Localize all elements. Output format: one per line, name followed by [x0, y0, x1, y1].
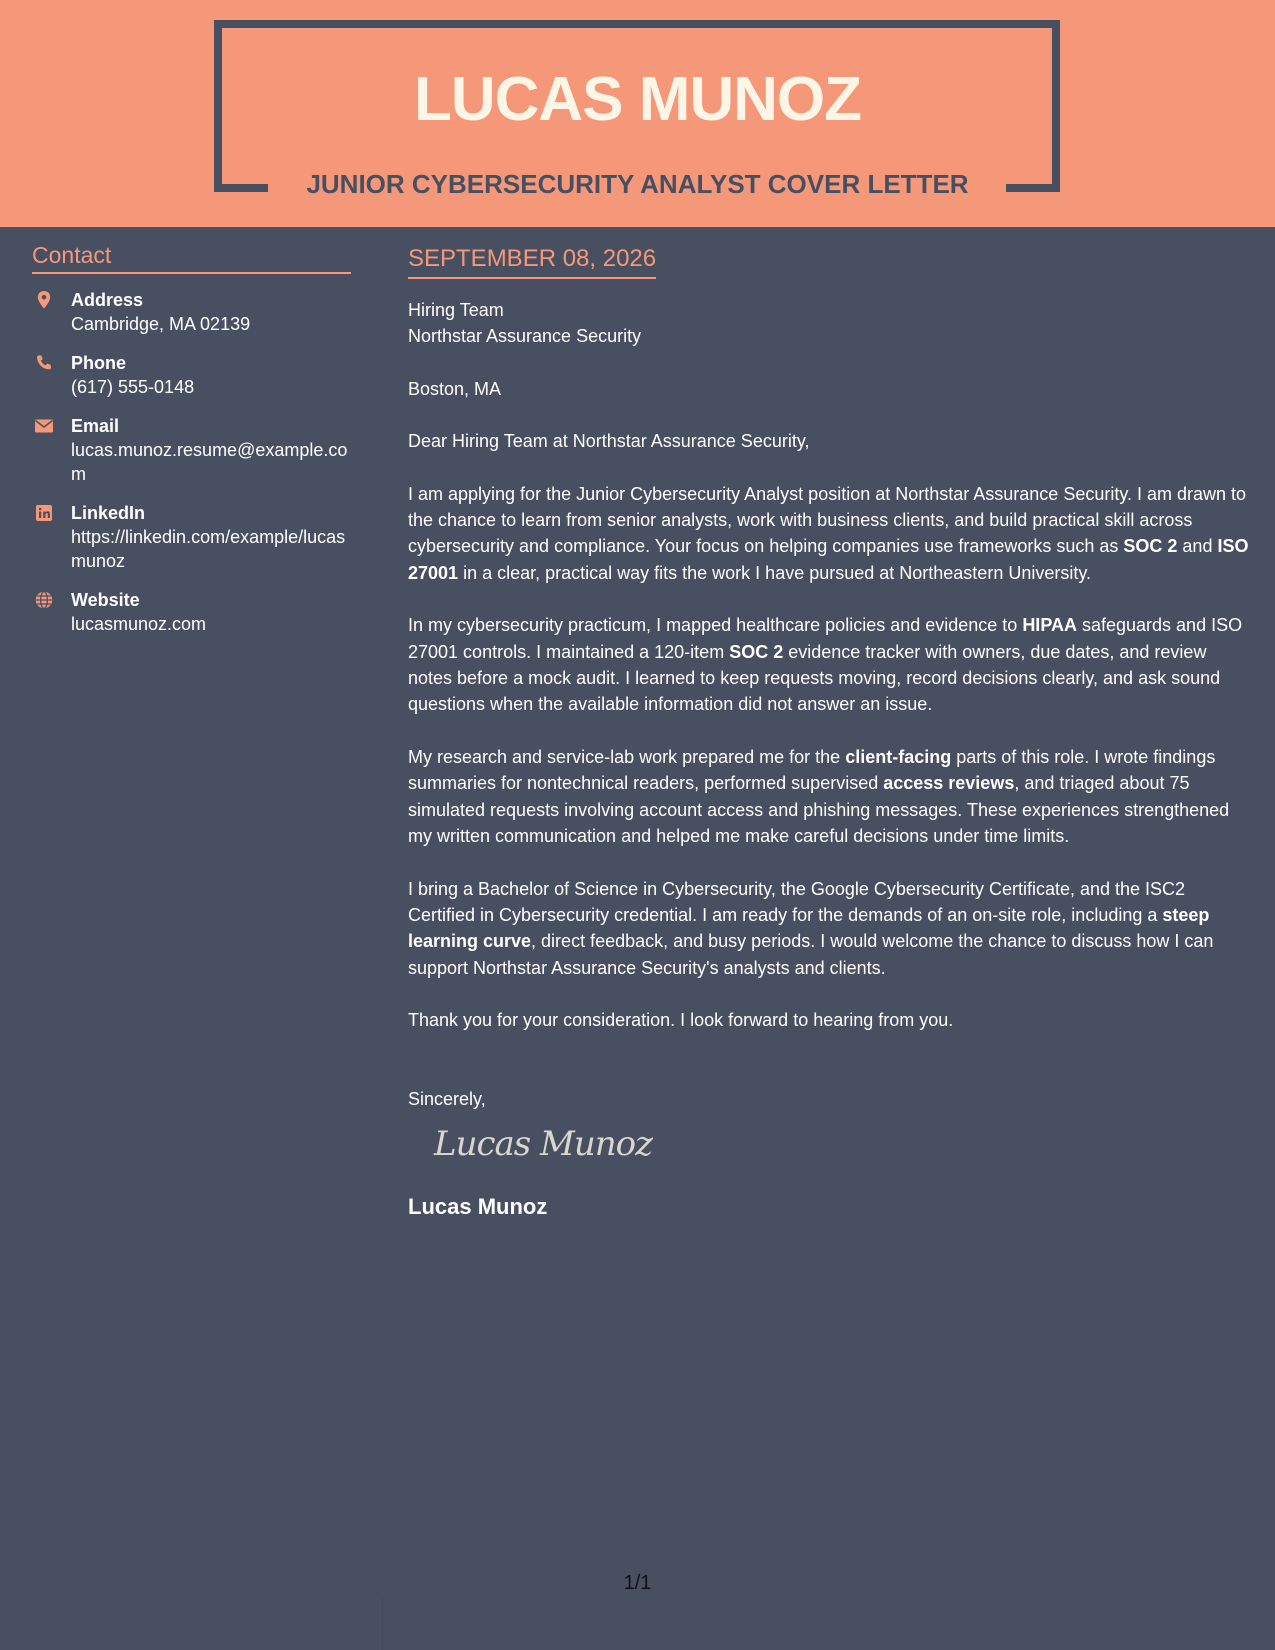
header-banner	[0, 0, 1275, 227]
linkedin-value[interactable]: https://linkedin.com/example/lucasmunoz	[71, 527, 346, 571]
signer-name: Lucas Munoz	[408, 1193, 548, 1219]
contact-item-email	[32, 414, 351, 486]
letter-body	[408, 244, 1253, 1222]
website-label: Website	[71, 590, 140, 610]
map-pin-icon	[34, 290, 54, 310]
contact-heading: Contact	[32, 240, 351, 274]
phone-label: Phone	[71, 353, 127, 373]
closing: Sincerely,	[408, 1088, 486, 1109]
address-label: Address	[71, 290, 144, 310]
phone-icon	[34, 353, 54, 373]
recipient-line: Hiring Team	[408, 300, 504, 320]
contact-item-phone	[32, 351, 351, 399]
document-subtitle: JUNIOR CYBERSECURITY ANALYST COVER LETTER	[306, 169, 969, 199]
contact-item-website	[32, 588, 351, 636]
phone-value: (617) 555-0148	[71, 377, 195, 397]
closing-paragraph: Thank you for your consideration. I look forward to hearing from you.	[408, 1010, 954, 1031]
paragraph: I am applying for the Junior Cybersecurity Analyst position at Northstar Assurance Security. I am drawn to the chance to learn from senior analysts, work with business clients, and build practical skill across cybersecurity and compliance. Your focus on helping companies use frameworks such as SOC 2 and ISO 27001 in a clear, practical way fits the work I have pursued at Northeastern University.	[408, 483, 1249, 583]
email-value[interactable]: lucas.munoz.resume@example.com	[71, 440, 348, 484]
recipient-line: Northstar Assurance Security	[408, 326, 642, 347]
address-value: Cambridge, MA 02139	[71, 314, 251, 334]
signature: Lucas Munoz	[434, 1123, 653, 1164]
page-number: 1/1	[623, 1572, 652, 1594]
linkedin-icon	[34, 503, 54, 523]
recipient-block	[408, 297, 1253, 350]
contact-sidebar	[32, 240, 351, 651]
website-value[interactable]: lucasmunoz.com	[71, 614, 207, 634]
envelope-icon	[34, 416, 54, 436]
email-label: Email	[71, 416, 120, 436]
paragraph: In my cybersecurity practicum, I mapped healthcare policies and evidence to HIPAA safeguards and ISO 27001 controls. I maintained a 120-item SOC 2 evidence tracker with owners, due dates, and review notes before a mock audit. I learned to keep requests moving, record decisions clearly, and ask sound questions when the available information did not answer an issue.	[408, 615, 1243, 715]
recipient-location: Boston, MA	[408, 378, 502, 399]
divider	[382, 1595, 383, 1650]
contact-item-address	[32, 288, 351, 336]
paragraph: I bring a Bachelor of Science in Cybersecurity, the Google Cybersecurity Certificate, and the ISC2 Certified in Cybersecurity credential. I am ready for the demands of an on-site role, including a steep learning curve, direct feedback, and busy periods. I would welcome the chance to discuss how I can support Northstar Assurance Security's analysts and clients.	[408, 878, 1214, 978]
salutation: Dear Hiring Team at Northstar Assurance Security,	[408, 431, 810, 452]
letter-date: SEPTEMBER 08, 2026	[408, 244, 656, 279]
candidate-name: LUCAS MUNOZ	[413, 65, 862, 134]
linkedin-label: LinkedIn	[71, 503, 146, 523]
paragraph: My research and service-lab work prepared me for the client-facing parts of this role. I wrote findings summaries for nontechnical readers, performed supervised access reviews, and triaged about 75 simulated requests involving account access and phishing messages. These experiences strengthened my written communication and helped me make careful decisions under time limits.	[408, 746, 1230, 847]
contact-item-linkedin	[32, 501, 351, 573]
globe-icon	[34, 590, 54, 610]
